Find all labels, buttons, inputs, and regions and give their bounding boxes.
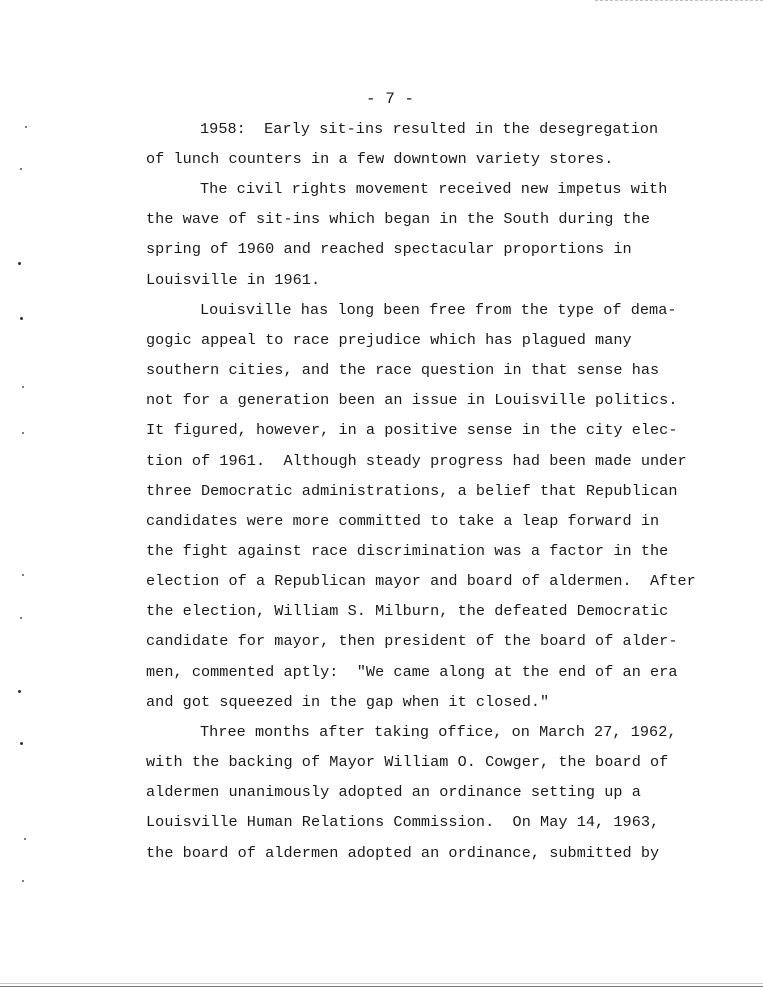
scan-speck: [18, 690, 21, 693]
scan-speck: [18, 262, 21, 265]
scan-speck: [24, 838, 26, 840]
text-line: three Democratic administrations, a belief that Republican: [146, 482, 678, 500]
scan-speck: [20, 617, 22, 619]
text-line: spring of 1960 and reached spectacular proportions in: [146, 240, 632, 258]
text-line: with the backing of Mayor William O. Cowger, the board of: [146, 753, 669, 771]
scan-edge-line: [0, 986, 763, 987]
text-line: It figured, however, in a positive sense in the city elec-: [146, 421, 678, 439]
text-line: gogic appeal to race prejudice which has plagued many: [146, 331, 632, 349]
text-line: the fight against race discrimination was a factor in the: [146, 542, 669, 560]
text-line: election of a Republican mayor and board of aldermen. After: [146, 572, 696, 590]
scan-edge-marks: [595, 0, 763, 3]
text-line: The civil rights movement received new impetus with: [200, 180, 668, 198]
text-line: candidates were more committed to take a leap forward in: [146, 512, 660, 530]
scan-edge-line: [0, 983, 763, 984]
text-line: Louisville has long been free from the type of dema-: [200, 301, 677, 319]
text-line: of lunch counters in a few downtown variety stores.: [146, 150, 614, 168]
text-line: aldermen unanimously adopted an ordinance setting up a: [146, 783, 641, 801]
scan-speck: [20, 317, 23, 320]
text-line: southern cities, and the race question in that sense has: [146, 361, 660, 379]
scan-speck: [22, 880, 24, 882]
scan-speck: [22, 432, 24, 434]
text-line: candidate for mayor, then president of the board of alder-: [146, 632, 678, 650]
text-line: tion of 1961. Although steady progress had been made under: [146, 452, 687, 470]
scan-speck: [25, 126, 27, 128]
text-line: Three months after taking office, on March 27, 1962,: [200, 723, 677, 741]
scan-speck: [22, 386, 24, 388]
scan-speck: [22, 574, 24, 576]
text-line: the wave of sit-ins which began in the South during the: [146, 210, 651, 228]
text-line: 1958: Early sit-ins resulted in the desegregation: [200, 120, 659, 138]
page-number: - 7 -: [366, 90, 415, 108]
scan-speck: [20, 742, 23, 745]
scan-speck: [20, 168, 22, 170]
text-line: men, commented aptly: "We came along at the end of an era: [146, 663, 678, 681]
text-line: not for a generation been an issue in Louisville politics.: [146, 391, 678, 409]
text-line: the election, William S. Milburn, the defeated Democratic: [146, 602, 669, 620]
text-line: and got squeezed in the gap when it closed.": [146, 693, 550, 711]
text-line: Louisville in 1961.: [146, 271, 321, 289]
text-line: Louisville Human Relations Commission. On May 14, 1963,: [146, 813, 660, 831]
text-line: the board of aldermen adopted an ordinance, submitted by: [146, 844, 660, 862]
